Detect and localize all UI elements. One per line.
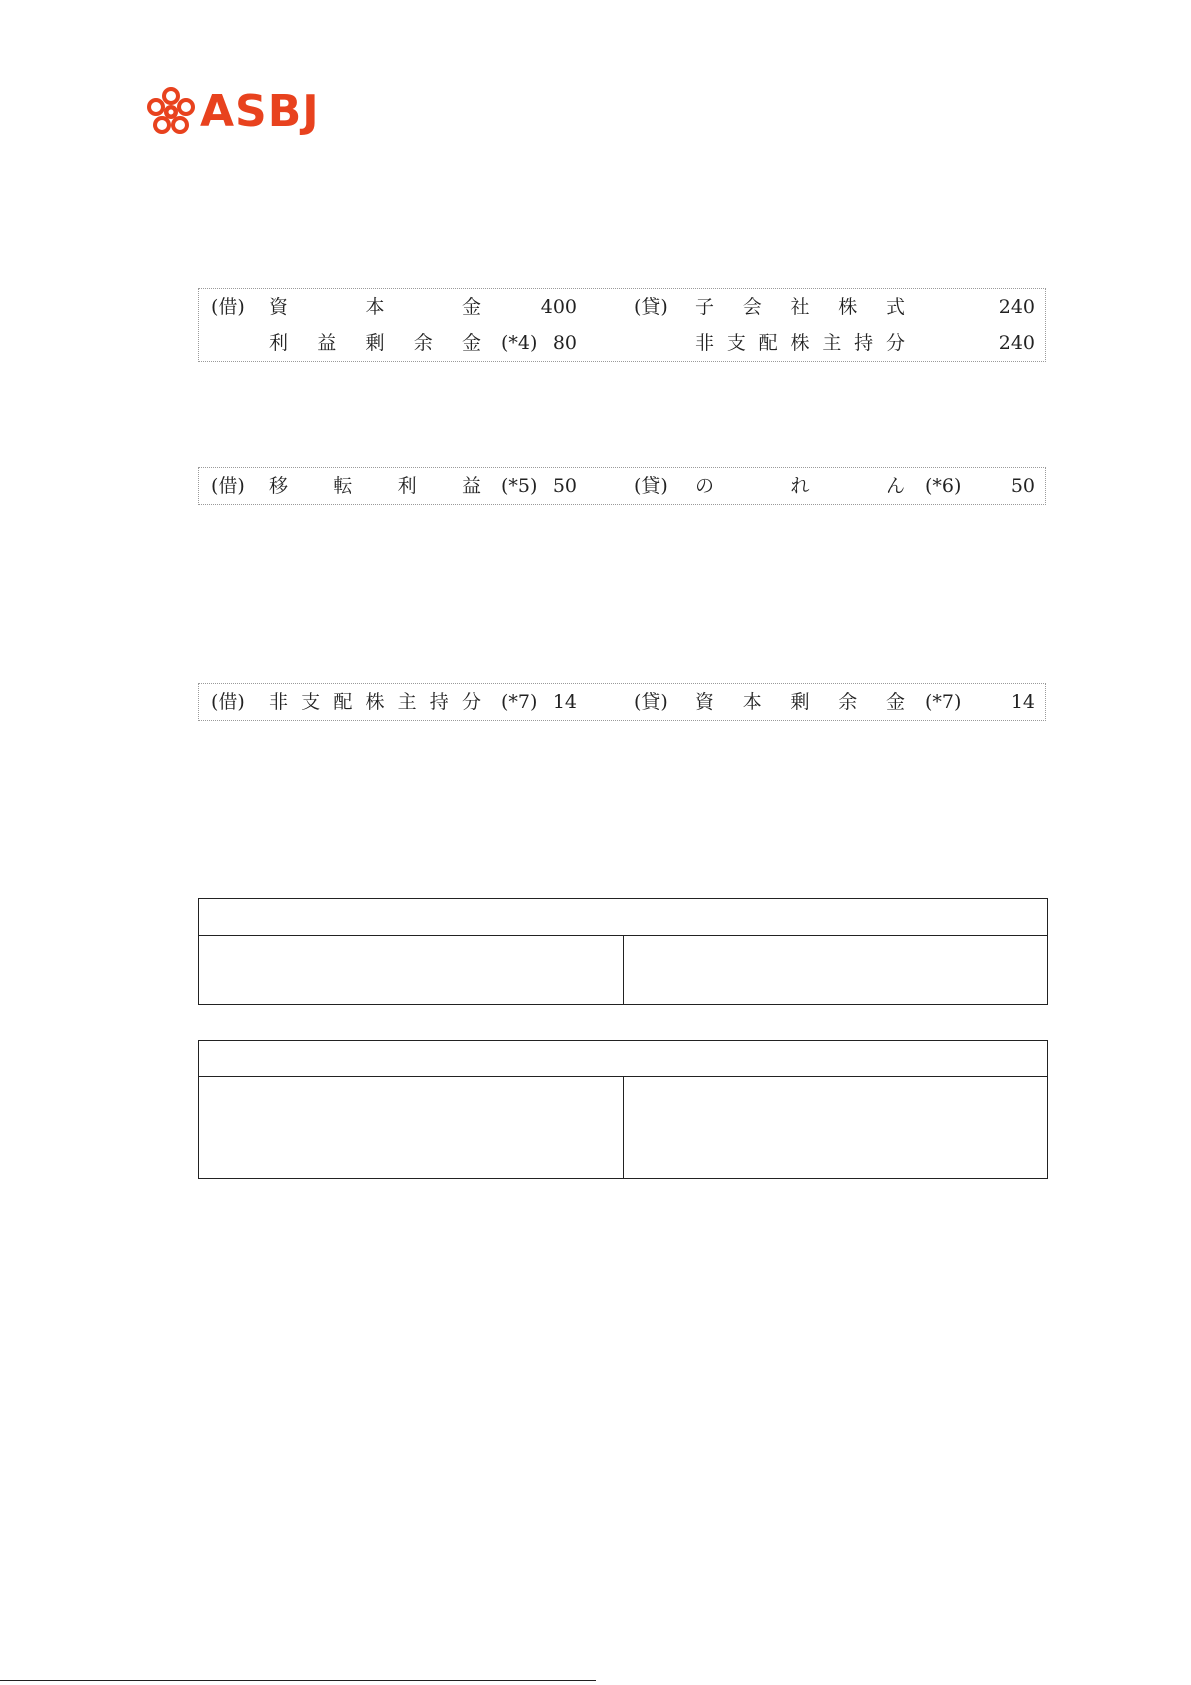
journal-row [199,468,1045,504]
debit-amount: 400 [540,296,577,318]
brand-name: ASBJ [200,86,320,137]
credit-amount: 50 [1010,475,1035,497]
credit-account: 子 会 社 株 式 [695,296,905,318]
credit-account: 資 本 剰 余 金 [695,691,905,713]
credit-side-label: (貸) [634,475,668,497]
debit-account: 非 支 配 株 主 持 分 [269,691,481,713]
comparison-table-2 [198,1040,1048,1179]
footnote-separator [0,1680,596,1681]
credit-account: の れ ん [695,475,905,497]
debit-note: (*5) [501,475,538,497]
credit-account: 非 支 配 株 主 持 分 [695,332,905,354]
table-cell-right [623,1077,1048,1178]
credit-note: (*7) [925,691,962,713]
credit-amount: 240 [998,296,1035,318]
debit-side-label: (借) [211,475,245,497]
journal-entry-1 [198,288,1046,362]
journal-entry-2 [198,467,1046,505]
debit-account: 利 益 剰 余 金 [269,332,481,354]
debit-side-label: (借) [211,296,245,318]
table-header-row [199,899,1047,936]
credit-side-label: (貸) [634,691,668,713]
debit-amount: 14 [552,691,577,713]
debit-side-label: (借) [211,691,245,713]
comparison-table-1 [198,898,1048,1005]
debit-note: (*7) [501,691,538,713]
journal-row [199,325,1045,361]
asbj-logo [145,86,320,138]
debit-amount: 50 [552,475,577,497]
table-cell-left [199,936,623,1005]
journal-row [199,289,1045,325]
credit-side-label: (貸) [634,296,668,318]
table-cell-left [199,1077,623,1178]
plum-blossom-logo-icon [145,86,197,138]
debit-account: 資 本 金 [269,296,481,318]
journal-row [199,684,1045,720]
debit-account: 移 転 利 益 [269,475,481,497]
debit-note: (*4) [501,332,538,354]
credit-amount: 14 [1010,691,1035,713]
credit-note: (*6) [925,475,962,497]
table-body-row [199,936,1047,1005]
credit-amount: 240 [998,332,1035,354]
table-header-row [199,1041,1047,1077]
debit-amount: 80 [552,332,577,354]
journal-entry-3 [198,683,1046,721]
table-body-row [199,1077,1047,1178]
table-cell-right [623,936,1048,1005]
